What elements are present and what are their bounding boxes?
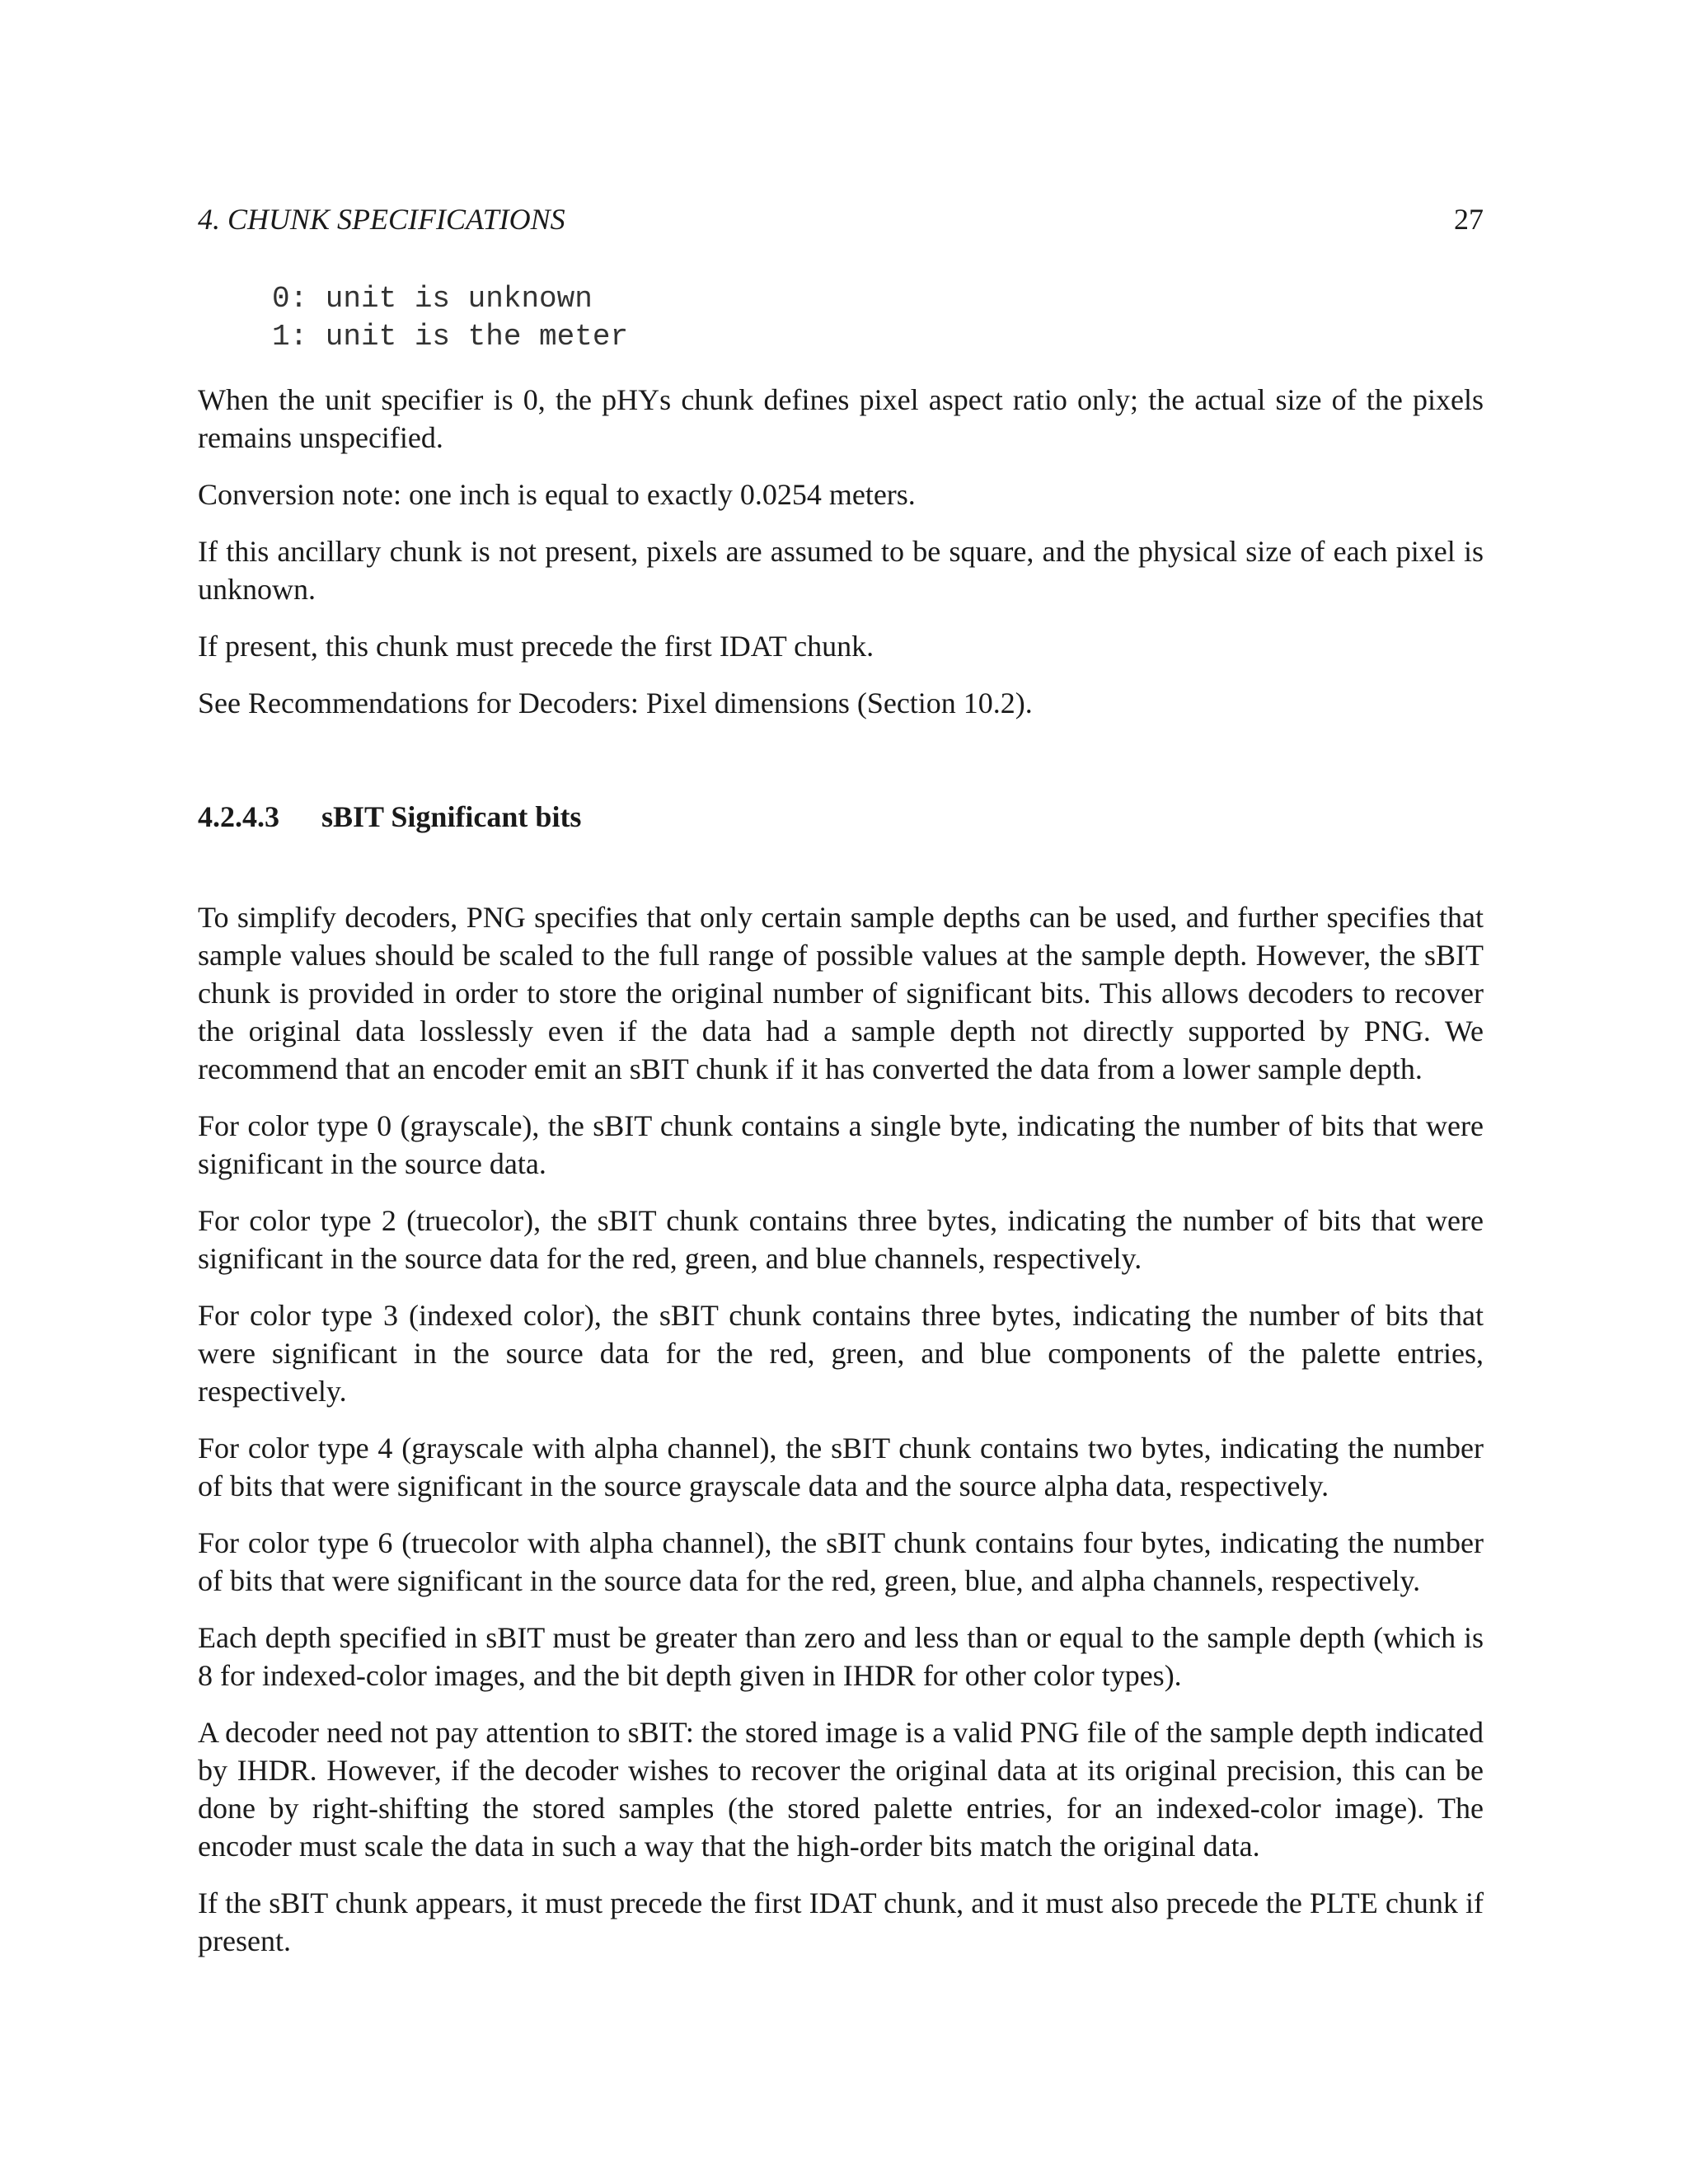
code-line: 1: unit is the meter [272, 320, 629, 354]
paragraph: Each depth specified in sBIT must be greater than zero and less than or equal to the sample depth (which is 8 for indexed-color images, and the bit depth given in IHDR for other color types). [198, 1621, 1484, 1692]
paragraph: For color type 2 (truecolor), the sBIT chunk contains three bytes, indicating the number of bits that were significant in the source data for the red, green, and blue channels, respectively. [198, 1204, 1484, 1275]
page-number: 27 [1454, 203, 1484, 236]
paragraph: Conversion note: one inch is equal to exactly 0.0254 meters. [198, 478, 916, 511]
section-heading [198, 798, 1484, 836]
paragraph: For color type 0 (grayscale), the sBIT chunk contains a single byte, indicating the number of bits that were significant in the source data. [198, 1109, 1484, 1180]
running-title: 4. CHUNK SPECIFICATIONS [198, 203, 565, 236]
paragraph: For color type 3 (indexed color), the sBIT chunk contains three bytes, indicating the number of bits that were significant in the source data for the red, green, and blue components of the palette entries, respectively. [198, 1299, 1484, 1408]
paragraph: For color type 6 (truecolor with alpha channel), the sBIT chunk contains four bytes, indicating the number of bits that were significant in the source data for the red, green, blue, and alpha channels, respectively. [198, 1526, 1484, 1597]
phys-text-block [198, 381, 1484, 722]
section-title: sBIT Significant bits [321, 800, 582, 833]
paragraph: If this ancillary chunk is not present, pixels are assumed to be square, and the physical size of each pixel is unknown. [198, 535, 1484, 606]
paragraph: To simplify decoders, PNG specifies that only certain sample depths can be used, and further specifies that sample values should be scaled to the full range of possible values at the sample depth. However, the sBIT chunk is provided in order to store the original number of significant bits. This allows decoders to recover the original data losslessly even if the data had a sample depth not directly supported by PNG. We recommend that an encoder emit an sBIT chunk if it has converted the data from a lower sample depth. [198, 901, 1484, 1085]
running-header [198, 194, 1484, 244]
paragraph: A decoder need not pay attention to sBIT: the stored image is a valid PNG file of the sample depth indicated by IHDR. However, if the decoder wishes to recover the original data at its original precision, this can be done by right-shifting the stored samples (the stored palette entries, for an indexed-color image). The encoder must scale the data in such a way that the high-order bits match the original data. [198, 1716, 1484, 1863]
paragraph: For color type 4 (grayscale with alpha channel), the sBIT chunk contains two bytes, indicating the number of bits that were significant in the source grayscale data and the source alpha data, respectively. [198, 1432, 1484, 1502]
section-number: 4.2.4.3 [198, 800, 279, 833]
paragraph: If the sBIT chunk appears, it must precede the first IDAT chunk, and it must also precede the PLTE chunk if present. [198, 1886, 1484, 1957]
paragraph: See Recommendations for Decoders: Pixel dimensions (Section 10.2). [198, 687, 1033, 719]
paragraph: When the unit specifier is 0, the pHYs chunk defines pixel aspect ratio only; the actual size of the pixels remains unspecified. [198, 383, 1484, 454]
document-page [198, 194, 1484, 1960]
paragraph: If present, this chunk must precede the first IDAT chunk. [198, 630, 874, 663]
code-line: 0: unit is unknown [272, 282, 593, 316]
unit-code-block [272, 280, 1484, 356]
sbit-text-block [198, 898, 1484, 1960]
